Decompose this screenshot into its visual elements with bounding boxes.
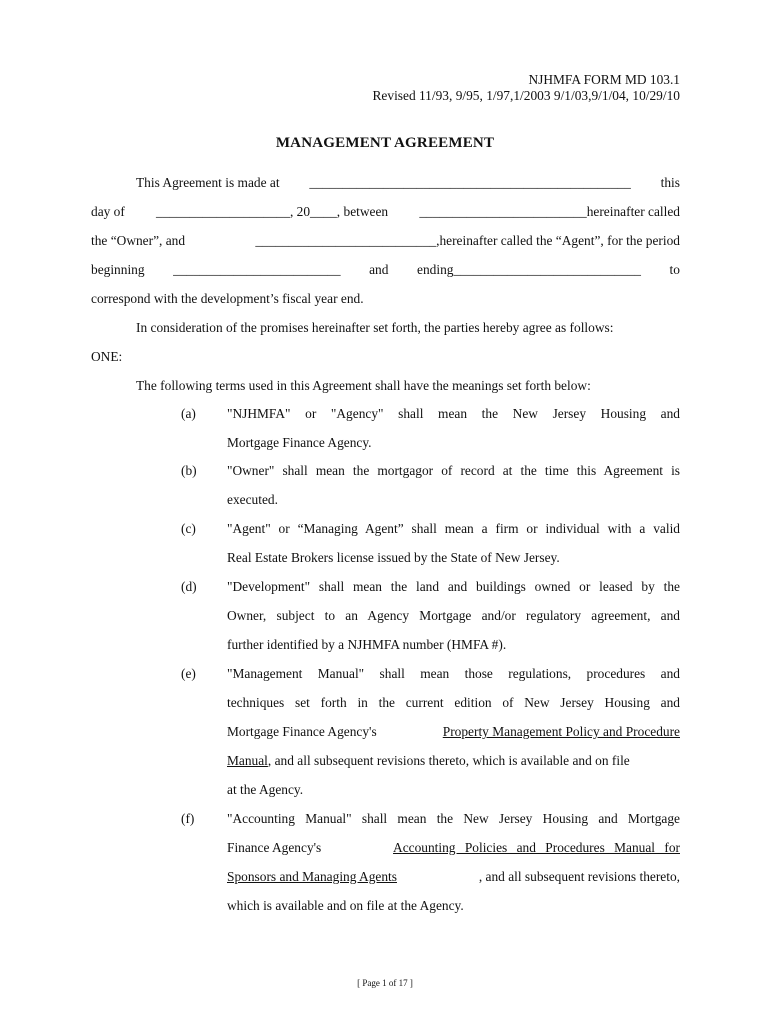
management-manual-title-end: Manual [227,753,268,768]
definition-e-line-3 [227,724,680,740]
intro-text: ,hereinafter called the “Agent”, for the period [436,233,680,248]
definition-text: "Management Manual" shall mean those regulations, procedures and [227,666,680,681]
definition-d-line-2 [227,608,680,624]
definition-text: Owner, subject to an Agency Mortgage and/or regulatory agreement, and [227,608,680,623]
intro-text: and [369,262,389,277]
accounting-manual-title: Accounting Policies and Procedures Manual for [393,840,680,855]
intro-line-4 [91,262,680,278]
item-label-d: (d) [181,579,197,594]
intro-text: This Agreement is made at [136,175,280,190]
item-label-e: (e) [181,666,196,681]
definition-f-line-4: which is available and on file at the Agency. [227,898,464,913]
intro-text: ending [417,262,454,277]
intro-text: , 20____, between [289,204,389,219]
intro-text: the “Owner”, and [91,233,186,248]
intro-line-5: correspond with the development’s fiscal year end. [91,291,364,306]
definition-text: "Accounting Manual" shall mean the New Jersey Housing and Mortgage [227,811,680,826]
definition-text: "Development" shall mean the land and buildings owned or leased by the [227,579,680,594]
form-id: NJHMFA FORM MD 103.1 [528,72,680,87]
item-label-a: (a) [181,406,196,421]
definition-b-line-1 [227,463,680,479]
definition-c-line-2: Real Estate Brokers license issued by the State of New Jersey. [227,550,560,565]
beginning-blank[interactable]: _________________________ [173,262,341,277]
definition-d-line-3: further identified by a NJHMFA number (HMFA #). [227,637,507,652]
location-blank[interactable]: ________________________________________________ [309,175,631,190]
definition-c-line-1 [227,521,680,537]
intro-line-1 [136,175,680,191]
definition-a-line-1 [227,406,680,422]
definition-f-line-1 [227,811,680,827]
intro-text: hereinafter called [586,204,680,219]
definition-text: "NJHMFA" or "Agency" shall mean the New Jersey Housing and [227,406,680,421]
definition-e-line-2 [227,695,680,711]
item-label-f: (f) [181,811,195,826]
definition-text: Finance Agency's [227,840,322,855]
definition-text: "Agent" or “Managing Agent” shall mean a firm or individual with a valid [227,521,680,536]
accounting-manual-title-end: Sponsors and Managing Agents [227,869,397,884]
section-heading: ONE: [91,349,123,364]
item-label-c: (c) [181,521,196,536]
consideration-text: In consideration of the promises hereinafter set forth, the parties hereby agree as follows: [136,320,614,335]
intro-text: day of [91,204,125,219]
section-lead: The following terms used in this Agreement shall have the meanings set forth below: [136,378,591,393]
definition-e-line-5: at the Agency. [227,782,304,797]
management-manual-title: Property Management Policy and Procedure [442,724,680,739]
definition-text: , and all subsequent revisions thereto, which is available and on file [267,753,630,768]
intro-text: to [669,262,680,277]
page-title: MANAGEMENT AGREEMENT [275,135,495,151]
definition-text: "Owner" shall mean the mortgagor of record at the time this Agreement is [227,463,680,478]
owner-blank[interactable]: _________________________ [419,204,587,219]
intro-text: this [660,175,680,190]
definition-text: Mortgage Finance Agency's [227,724,377,739]
definition-e-line-1 [227,666,680,682]
definition-text: , and all subsequent revisions thereto, [478,869,680,884]
definition-e-line-4 [227,753,680,769]
definition-d-line-1 [227,579,680,595]
ending-blank[interactable]: ____________________________ [453,262,641,277]
day-blank[interactable]: ____________________ [156,204,290,219]
definition-a-line-2: Mortgage Finance Agency. [227,435,372,450]
definition-f-line-2 [227,840,680,856]
definition-text: techniques set forth in the current edition of New Jersey Housing and [227,695,680,710]
intro-line-2 [91,204,680,220]
item-label-b: (b) [181,463,197,478]
revision-dates: Revised 11/93, 9/95, 1/97,1/2003 9/1/03,9/1/04, 10/29/10 [372,88,680,103]
agent-blank[interactable]: ___________________________ [255,233,437,248]
intro-line-3 [91,233,680,249]
intro-text: beginning [91,262,145,277]
definition-f-line-3 [227,869,680,885]
definition-b-line-2: executed. [227,492,278,507]
page-number: [ Page 1 of 17 ] [357,978,413,988]
